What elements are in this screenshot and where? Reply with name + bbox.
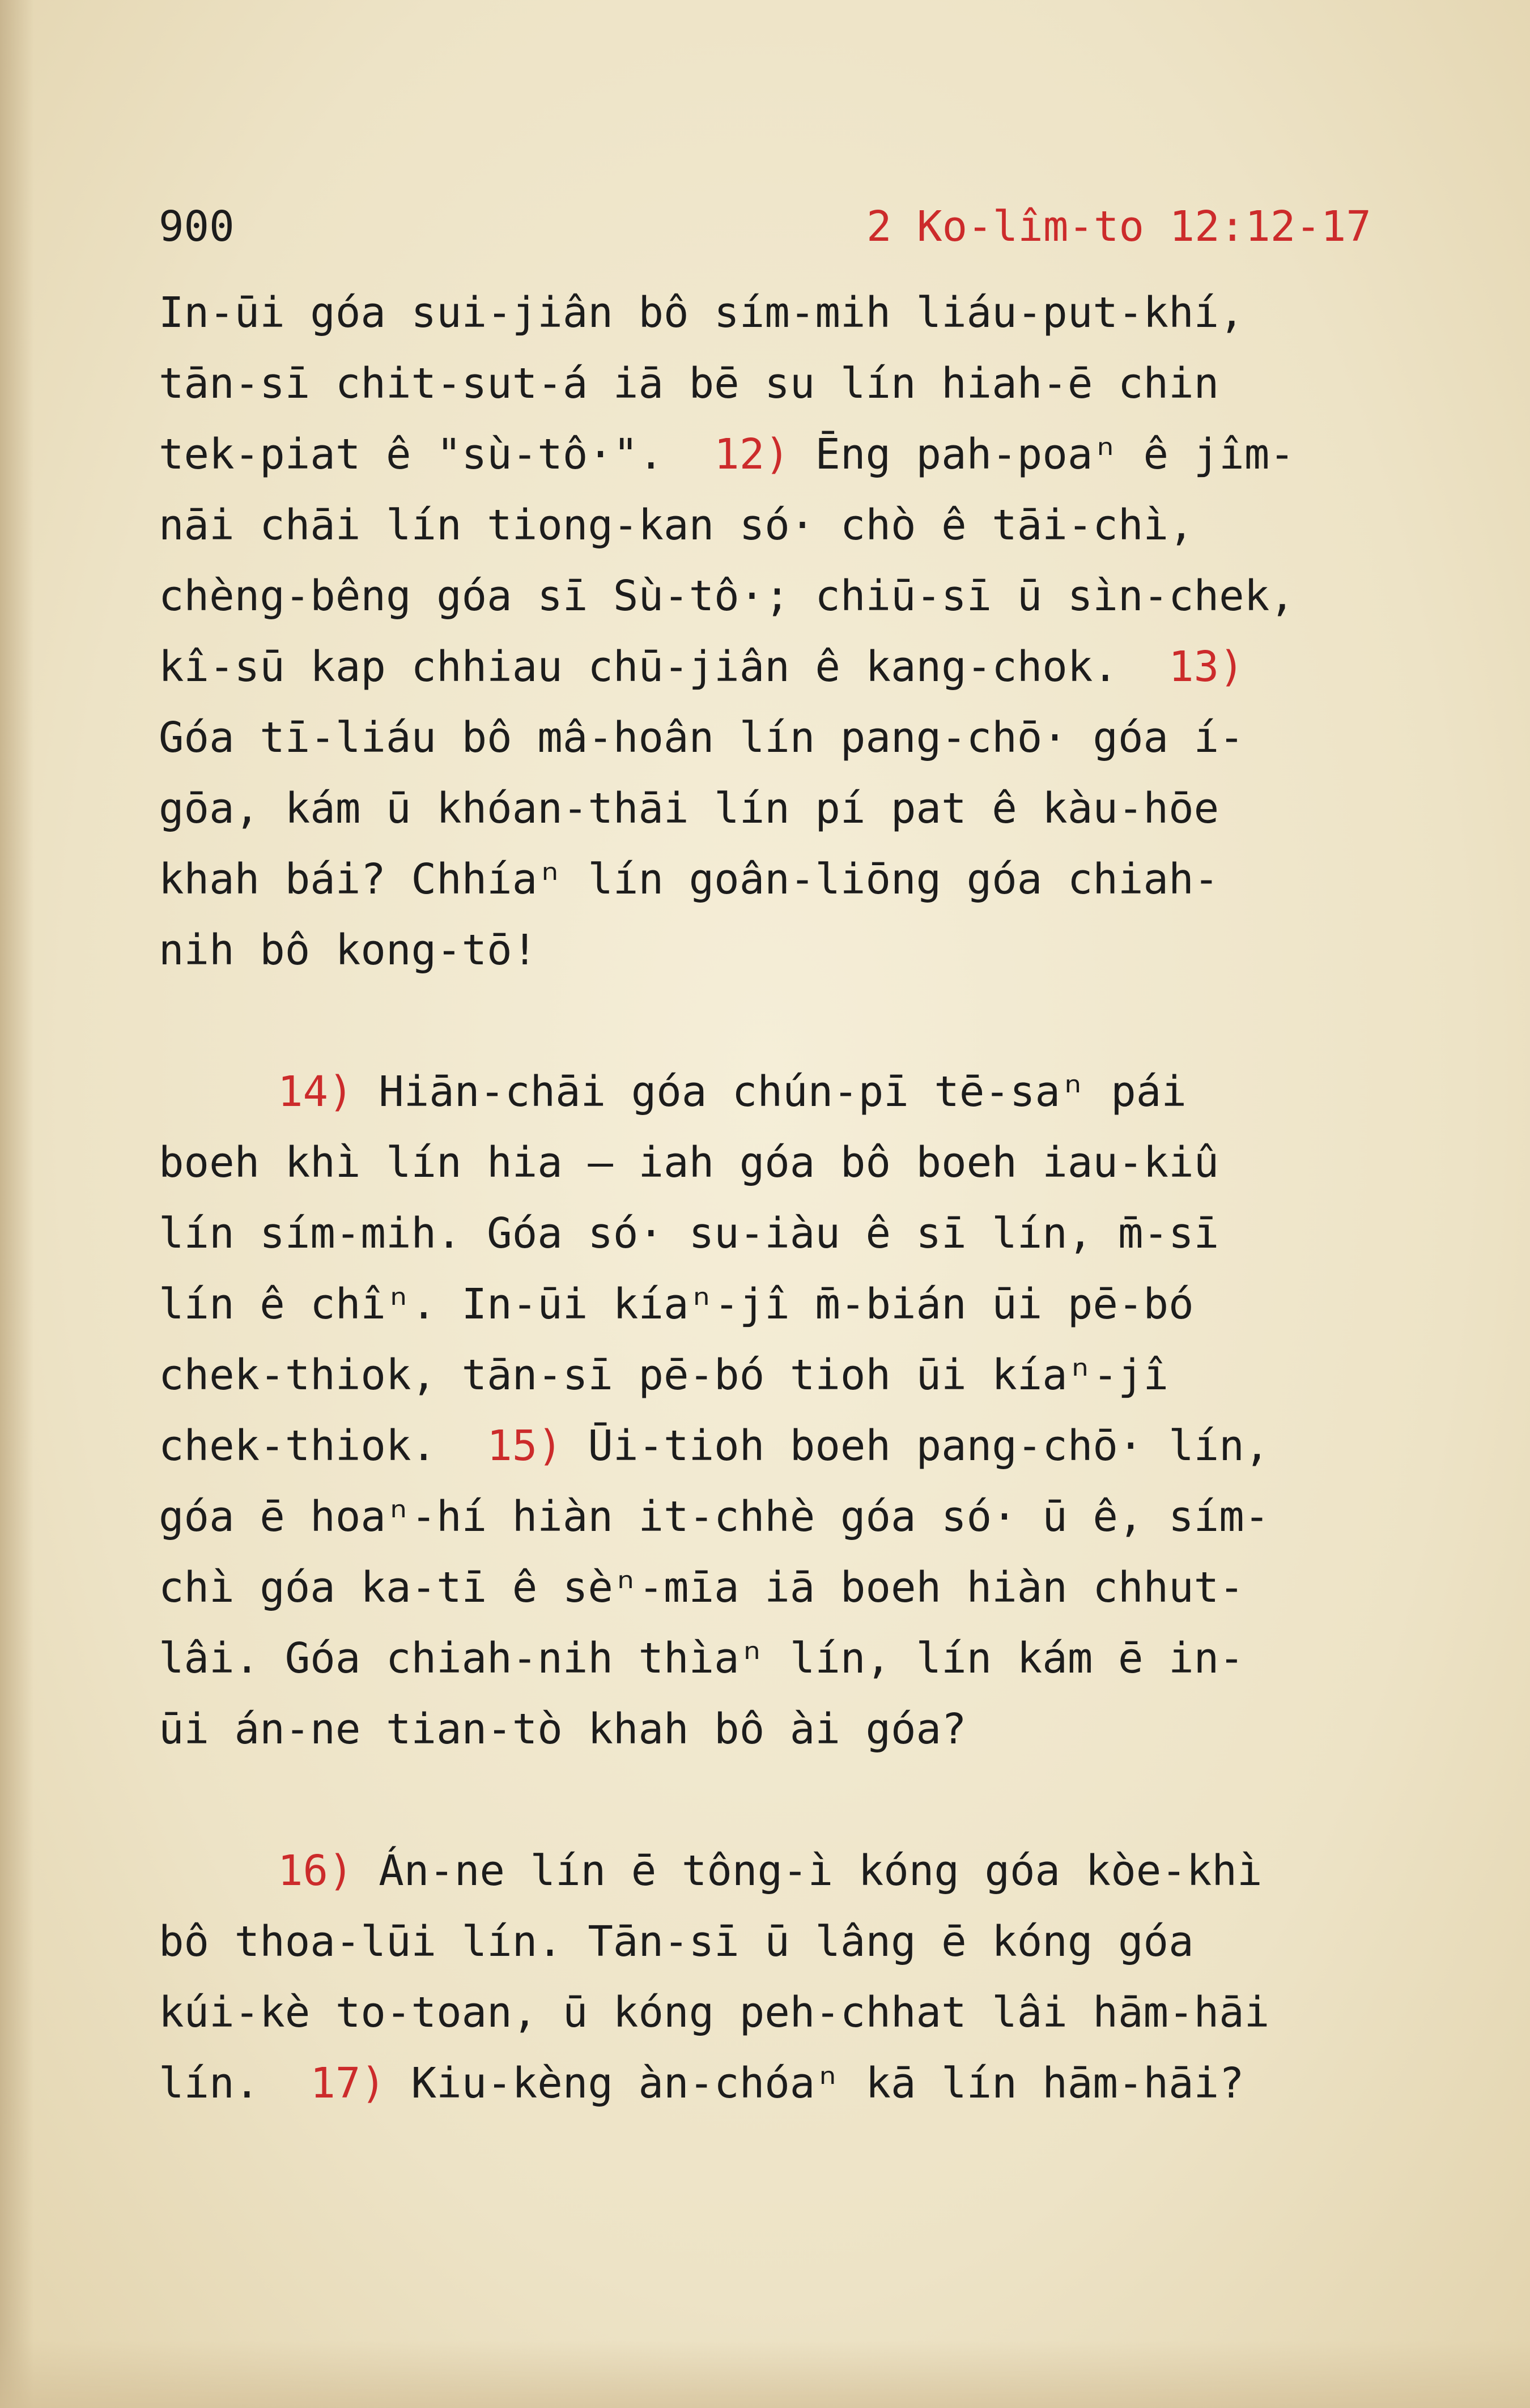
text-segment: Ēng pah-poaⁿ ê jîm- — [789, 430, 1295, 479]
text-line — [159, 915, 1439, 986]
text-line — [159, 1623, 1439, 1694]
page-body-text — [159, 278, 1439, 2119]
text-line — [159, 1482, 1439, 1552]
text-line — [159, 1057, 1439, 1128]
page-header — [159, 195, 1371, 258]
text-line — [159, 1128, 1439, 1198]
text-line — [159, 844, 1439, 915]
text-segment: Góa tī-liáu bô mâ-hoân lín pang-chō· góa í- — [159, 713, 1244, 762]
text-line — [159, 561, 1439, 632]
text-line — [159, 703, 1439, 773]
text-segment: Hiān-chāi góa chún-pī tē-saⁿ pái — [353, 1067, 1187, 1116]
paragraph — [159, 1836, 1439, 2119]
text-line — [159, 1340, 1439, 1411]
text-line — [159, 1977, 1439, 2048]
verse-number: 12) — [714, 430, 790, 479]
text-segment: gōa, kám ū khóan-thāi lín pí pat ê kàu-hōe — [159, 784, 1219, 833]
text-line — [159, 490, 1439, 561]
text-segment: ūi án-ne tian-tò khah bô ài góa? — [159, 1705, 967, 1754]
text-segment: chek-thiok. — [159, 1422, 487, 1470]
page-edge-shadow — [0, 2340, 1530, 2408]
text-segment: tek-piat ê "sù-tô·". — [159, 430, 715, 479]
verse-number: 14) — [278, 1067, 354, 1116]
text-segment: chek-thiok, tān-sī pē-bó tioh ūi kíaⁿ-jî — [159, 1351, 1169, 1399]
text-segment: Ūi-tioh boeh pang-chō· lín, — [562, 1422, 1270, 1470]
text-segment: Kiu-kèng àn-chóaⁿ kā lín hām-hāi? — [385, 2059, 1244, 2108]
paragraph — [159, 1057, 1439, 1765]
verse-number: 15) — [487, 1422, 563, 1470]
text-segment: In-ūi góa sui-jiân bô sím-mih liáu-put-khí, — [159, 288, 1244, 337]
verse-number: 17) — [310, 2059, 386, 2108]
text-line — [159, 1552, 1439, 1623]
text-segment: lín sím-mih. Góa só· su-iàu ê sī lín, m̄-sī — [159, 1209, 1219, 1258]
text-segment: bô thoa-lūi lín. Tān-sī ū lâng ē kóng góa — [159, 1917, 1194, 1966]
text-line — [159, 1198, 1439, 1269]
text-segment: lín. — [159, 2059, 311, 2108]
text-line — [159, 632, 1439, 703]
text-segment: boeh khì lín hia — iah góa bô boeh iau-kiû — [159, 1138, 1219, 1187]
text-line — [159, 773, 1439, 844]
text-line — [159, 1269, 1439, 1340]
paragraph-gap — [159, 1765, 1439, 1836]
text-segment: Án-ne lín ē tông-ì kóng góa kòe-khì — [353, 1847, 1263, 1895]
running-head: 2 Ko-lîm-to 12:12-17 — [866, 202, 1371, 251]
text-line — [159, 419, 1439, 490]
text-line — [159, 1694, 1439, 1765]
text-segment: lâi. Góa chiah-nih thìaⁿ lín, lín kám ē in- — [159, 1634, 1244, 1683]
verse-number: 13) — [1168, 643, 1244, 691]
text-segment: tān-sī chit-sut-á iā bē su lín hiah-ē chin — [159, 359, 1219, 408]
text-line — [159, 348, 1439, 419]
text-segment: góa ē hoaⁿ-hí hiàn it-chhè góa só· ū ê, sím- — [159, 1492, 1270, 1541]
text-line — [159, 1907, 1439, 1977]
text-segment: kî-sū kap chhiau chū-jiân ê kang-chok. — [159, 643, 1169, 691]
text-segment: chèng-bêng góa sī Sù-tô·; chiū-sī ū sìn-chek, — [159, 572, 1295, 620]
paragraph — [159, 278, 1439, 986]
page-spine-shadow — [0, 0, 34, 2408]
page-number: 900 — [159, 202, 235, 251]
text-segment: nih bô kong-tō! — [159, 926, 538, 975]
text-segment: nāi chāi lín tiong-kan só· chò ê tāi-chì, — [159, 501, 1194, 550]
text-segment: kúi-kè to-toan, ū kóng peh-chhat lâi hām-hāi — [159, 1988, 1270, 2037]
text-line — [159, 278, 1439, 348]
paragraph-gap — [159, 986, 1439, 1057]
verse-number: 16) — [278, 1847, 354, 1895]
text-line — [159, 2048, 1439, 2119]
text-line — [159, 1836, 1439, 1907]
text-segment: lín ê chîⁿ. In-ūi kíaⁿ-jî m̄-bián ūi pē-bó — [159, 1280, 1194, 1329]
text-segment: chì góa ka-tī ê sèⁿ-mīa iā boeh hiàn chhut- — [159, 1563, 1244, 1612]
text-line — [159, 1411, 1439, 1482]
text-segment: khah bái? Chhíaⁿ lín goân-liōng góa chiah- — [159, 855, 1219, 904]
